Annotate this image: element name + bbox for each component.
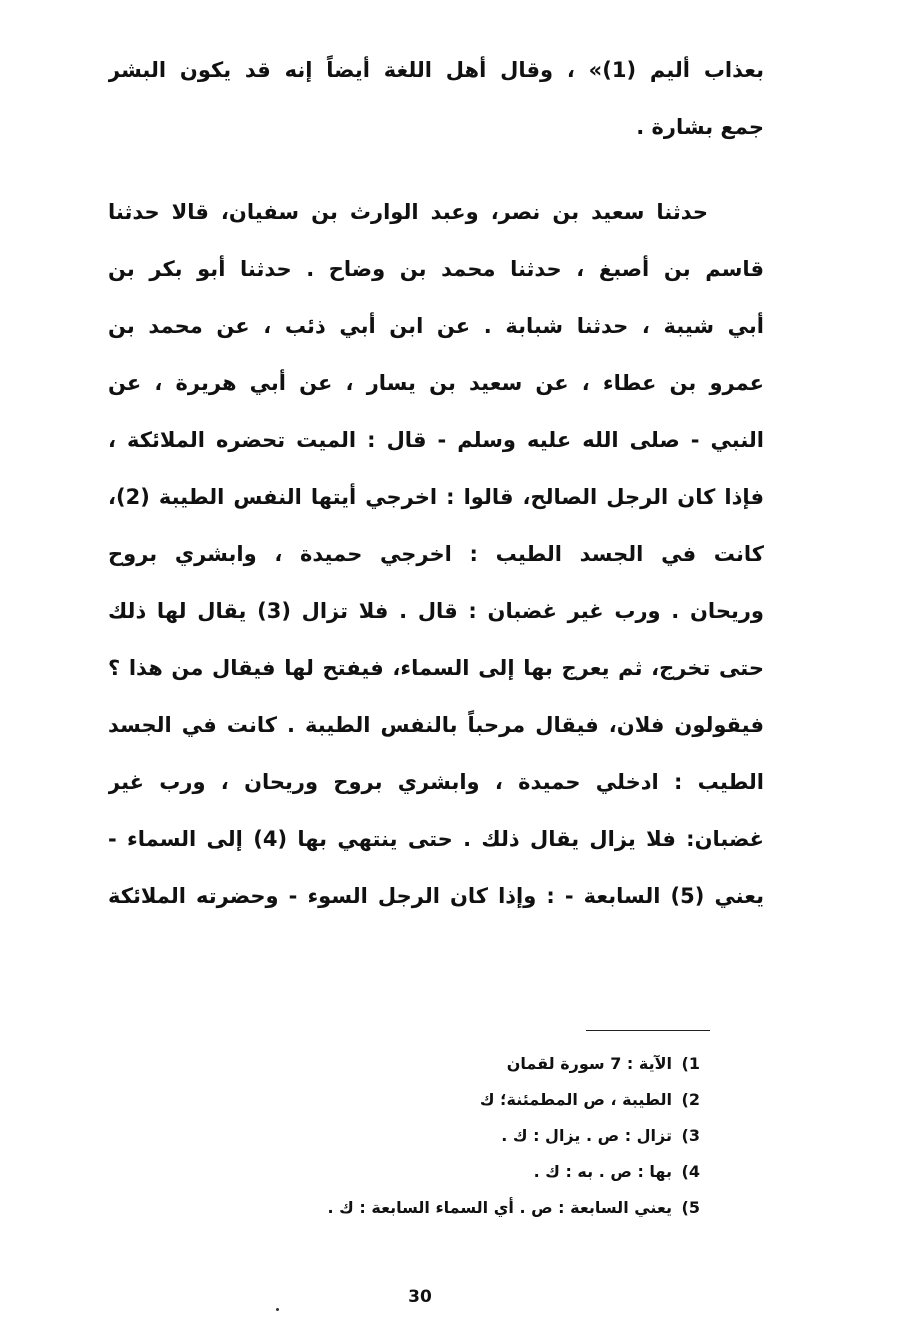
footnote-item (240, 1046, 700, 1082)
text-line: فإذا كان الرجل الصالح، قالوا : اخرجي أيتها النفس الطيبة (2)، (108, 485, 764, 509)
text-line: جمع بشارة . (636, 115, 764, 139)
text-line: فيقولون فلان، فيقال مرحباً بالنفس الطيبة . كانت في الجسد (108, 713, 764, 737)
main-text (108, 42, 764, 925)
text-line: كانت في الجسد الطيب : اخرجي حميدة ، وابشري بروح (108, 542, 764, 566)
text-line: قاسم بن أصبغ ، حدثنا محمد بن وضاح . حدثنا أبو بكر بن (108, 257, 764, 281)
page-number: 30 (408, 1287, 432, 1307)
text-line: حتى تخرج، ثم يعرج بها إلى السماء، فيفتح لها فيقال من هذا ؟ (108, 656, 764, 680)
text-line: حدثنا سعيد بن نصر، وعبد الوارث بن سفيان، قالا حدثنا (108, 200, 708, 224)
footnote-number: 4) (681, 1162, 700, 1181)
footnote-text: الآية : 7 سورة لقمان (506, 1054, 672, 1073)
footnote-text: الطيبة ، ص المطمئنة؛ ك (479, 1090, 672, 1109)
footnote-number: 1) (681, 1054, 700, 1073)
footnote-item (240, 1154, 700, 1190)
text-line: عمرو بن عطاء ، عن سعيد بن يسار ، عن أبي هريرة ، عن (108, 371, 764, 395)
footnote-item (240, 1082, 700, 1118)
footnote-item (240, 1190, 700, 1226)
text-line: أبي شيبة ، حدثنا شبابة . عن ابن أبي ذئب ، عن محمد بن (108, 314, 764, 338)
text-line: النبي - صلى الله عليه وسلم - قال : الميت تحضره الملائكة ، (108, 428, 764, 452)
paragraph-break (108, 156, 764, 184)
text-line: الطيب : ادخلي حميدة ، وابشري بروح وريحان ، ورب غير (108, 770, 764, 794)
footnote-text: تزال : ص . يزال : ك . (501, 1126, 672, 1145)
footnote-text: بها : ص . به : ك . (533, 1162, 672, 1181)
footnotes (240, 1046, 700, 1226)
footnote-text: يعني السابعة : ص . أي السماء السابعة : ك . (327, 1198, 672, 1217)
footnote-number: 2) (681, 1090, 700, 1109)
text-line: غضبان: فلا يزال يقال ذلك . حتى ينتهي بها (4) إلى السماء - (108, 827, 764, 851)
footnote-item (240, 1118, 700, 1154)
footnote-number: 5) (681, 1198, 700, 1217)
text-line: بعذاب أليم (1)» ، وقال أهل اللغة أيضاً إنه قد يكون البشر (108, 58, 764, 82)
text-line: وريحان . ورب غير غضبان : قال . فلا تزال (3) يقال لها ذلك (108, 599, 764, 623)
scan-speck (276, 1308, 279, 1311)
text-line: يعني (5) السابعة - : وإذا كان الرجل السوء - وحضرته الملائكة (108, 884, 764, 908)
footnote-number: 3) (681, 1126, 700, 1145)
footnote-divider (586, 1030, 710, 1031)
